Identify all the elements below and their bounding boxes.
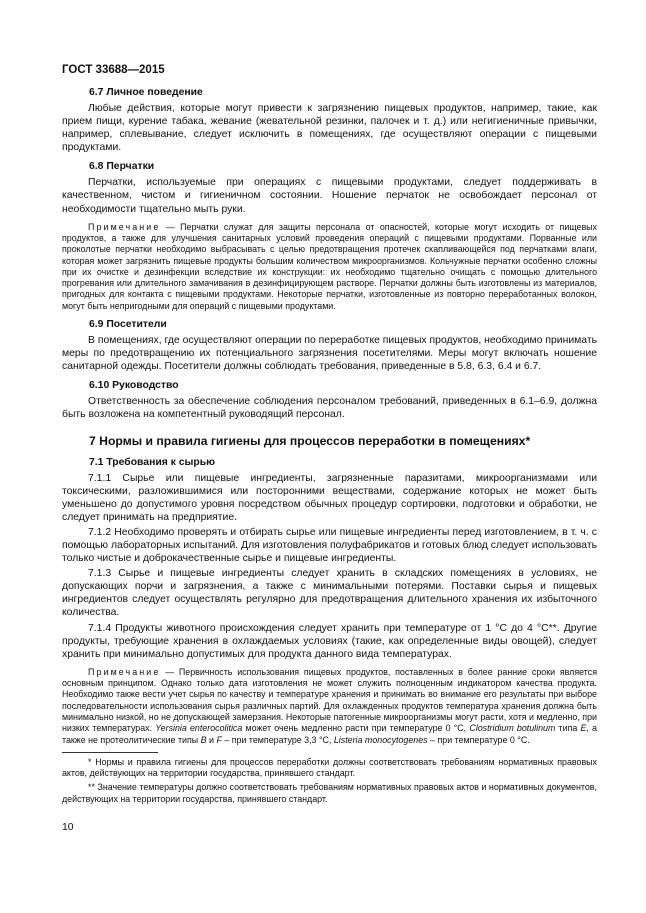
paragraph-6-9: В помещениях, где осуществляют операции по переработке пищевых продуктов, необходимо принимать меры по предотвращению их потенциального загрязнения посетителями. Меры могут включать ношение санитарной одежды. Посетители должны соблюдать требования, приведенные в 5.8, 6.3, 6.4 и 6.7. <box>62 335 597 373</box>
note-label: Примечание <box>88 221 161 232</box>
paragraph-6-8: Перчатки, используемые при операциях с пищевыми продуктами, следует поддерживать в качественном, чистом и гигиеничном состоянии. Ношение перчаток не освобождает персонал от необходимости тщательно мыть руки. <box>62 177 597 215</box>
note-text: — Перчатки служат для защиты персонала от опасностей, которые могут исходить от пищевых продуктов, а также для улучшения санитарных условий проведения операций с пищевыми продуктами. Порванные или проколотые перчатки необходимо выбрасывать с целью предотвращения протечек скапливающейся под перчатками влаги, которая может загрязнить пищевые продукты большим количеством микроорганизмов. Кольчужные перчатки особенно сложны при их очистке и дезинфекции вследствие их конструкции: их необходимо тщательно очищать с помощью длительного прогревания или длительного замачивания в дезинфицирующем растворе. Перчатки должны быть изготовлены из материалов, пригодных для контакта с пищевыми продуктами. Некоторые перчатки, изготовленные из повторно переработанных волокон, могут быть непригодными для операций с пищевыми продуктами. <box>62 221 597 311</box>
note-text-c: типа <box>555 723 581 734</box>
footnote-2: ** Значение температуры должно соответствовать требованиям нормативных правовых актов и нормативных документов, действующих на территории государства, принявшего стандарт. <box>62 782 597 804</box>
note-text-e: и <box>206 734 217 745</box>
paragraph-6-7: Любые действия, которые могут привести к загрязнению пищевых продуктов, например, такие, как прием пищи, курение табака, жевание (жевательной резинки, палочек и т. д.) или негигиеничные привычки, например, сплевывание, следует исключить в помещениях, где осуществляют операции с пищевыми продуктами. <box>62 103 597 154</box>
heading-7-1: 7.1 Требования к сырью <box>89 456 216 468</box>
page-number: 10 <box>62 822 74 833</box>
paragraph-7-1-3: 7.1.3 Сырье и пищевые ингредиенты следует хранить в складских помещениях в условиях, не допускающих порчи и загрязнения, а также с минимальными потерями. Поставки сырья и пищевых ингредиентов следует осуществлять регулярно для предотвращения длительного хранения их избыточного количества. <box>62 568 597 619</box>
note-italic-yersinia: Yersinia enterocolitica <box>155 723 243 734</box>
note-italic-clostridium: Clostridium botulinum <box>469 723 556 734</box>
heading-6-9: 6.9 Посетители <box>89 319 167 331</box>
note-text-f: – при температуре 3,3 °C, <box>221 734 334 745</box>
paragraph-7-1-2: 7.1.2 Необходимо проверять и отбирать сырье или пищевые ингредиенты перед изготовлением, в т. ч. с помощью лабораторных испытаний. Для изготовления полуфабрикатов и готовых блюд следует использовать только чистые и доброкачественные сырье и пищевые ингредиенты. <box>62 526 597 565</box>
heading-6-8: 6.8 Перчатки <box>89 161 155 173</box>
footnote-1: * Нормы и правила гигиены для процессов переработки должны соответствовать требованиям нормативных правовых актов, действующих на территории государства, принявшего стандарт. <box>62 756 597 779</box>
paragraph-6-10: Ответственность за обеспечение соблюдения персоналом требований, приведенных в 6.1–6.9, должна быть возложена на компетентный руководящий персонал. <box>62 396 597 421</box>
heading-6-10: 6.10 Руководство <box>89 380 179 392</box>
page-body <box>62 86 597 808</box>
note-italic-type-e: E <box>580 723 587 734</box>
note-6-8 <box>62 222 597 312</box>
heading-6-7: 6.7 Личное поведение <box>89 87 203 98</box>
note-7-1-4 <box>62 667 597 746</box>
note-text-g: – при температуре 0 °C. <box>427 734 530 745</box>
note-text-b: может очень медленно расти при температуре 0 °C, <box>242 723 470 734</box>
note-label: Примечание <box>88 666 161 677</box>
note-text-a: — Первичность использования пищевых продуктов, поставленных в более ранние сроки является основным принципом. Однако только дата изготовления не может служить полноценным индикатором качества продукта. Необходимо также вести учет сырья по качеству и температуре хранения и принимать во внимание его результаты при выборе последовательности использования сырья различных партий. Для охлажденных продуктов температура хранения должна быть минимально низкой, но не допускающей замерзания. Некоторые патогенные микроорганизмы могут расти, хотя и медленно, при низких температурах. <box>62 666 597 734</box>
note-italic-type-b: B <box>200 734 207 745</box>
footnote-divider <box>62 752 158 753</box>
note-italic-type-f: F <box>216 734 222 745</box>
paragraph-7-1-1: 7.1.1 Сырье или пищевые ингредиенты, загрязненные паразитами, микроорганизмами или токсическими, разложившимися или посторонними веществами, содержание которых не может быть уменьшено до допустимого уровня посредством обычных процедур сортировки, подготовки и обработки, не следует принимать на предприятие. <box>62 472 597 523</box>
standard-id: ГОСТ 33688—2015 <box>62 64 165 76</box>
heading-section-7: 7 Нормы и правила гигиены для процессов переработки в помещениях* <box>89 433 531 448</box>
note-italic-listeria: Listeria monocytogenes <box>333 734 428 745</box>
paragraph-7-1-4: 7.1.4 Продукты животного происхождения следует хранить при температуре от 1 °C до 4 °C**. Другие продукты, требующие хранения в охлаждаемых условиях (такие, как определенные виды овощей), следует хранить при минимально допустимых для продукта данного вида температурах. <box>62 622 597 660</box>
note-text-d: , а также не протеолитические типы <box>62 723 597 745</box>
